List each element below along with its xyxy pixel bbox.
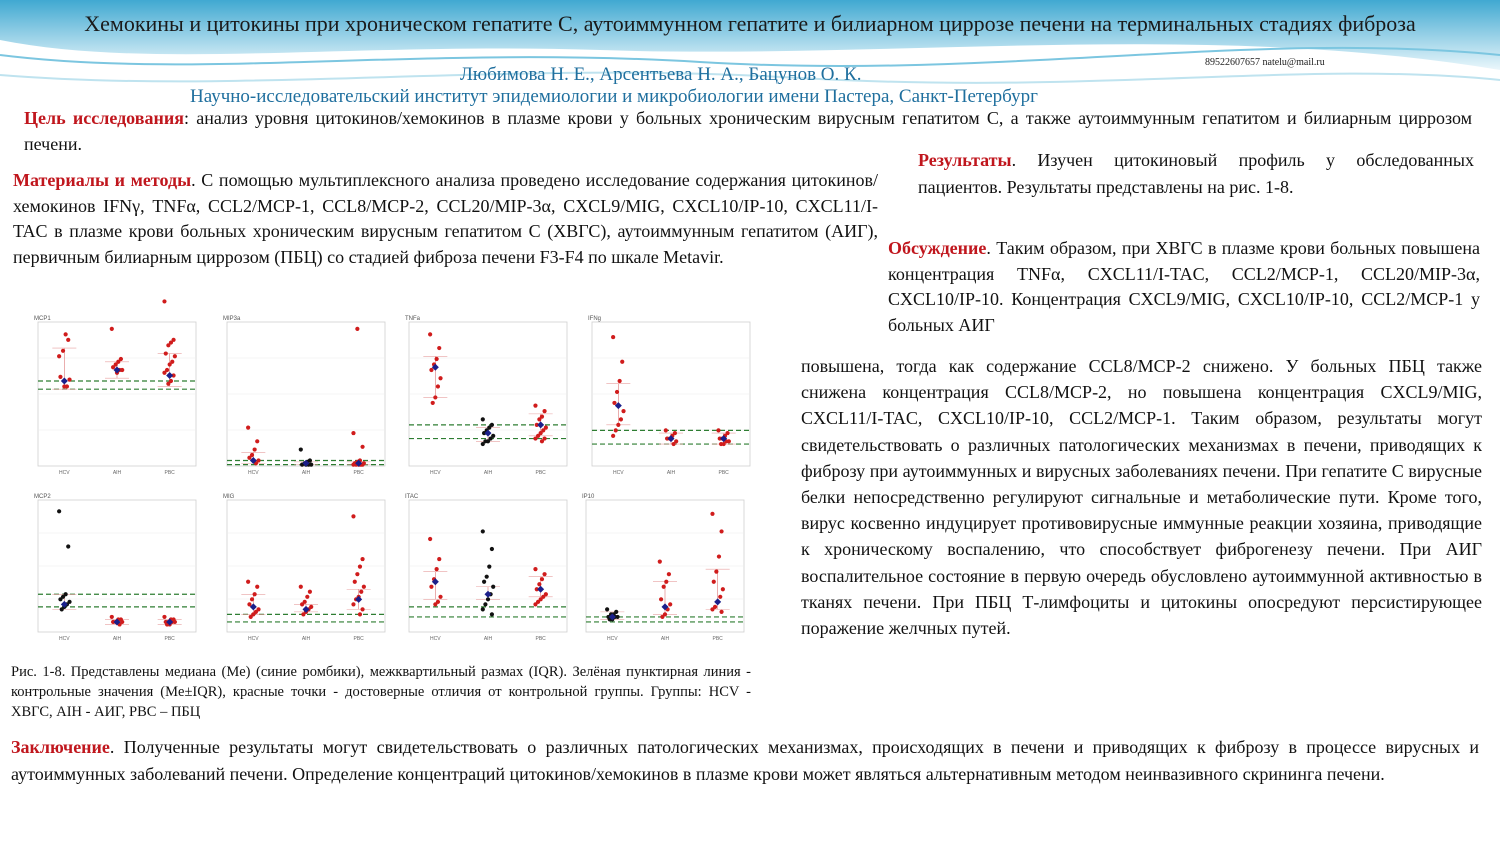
data-point [433, 395, 437, 399]
authors: Любимова Н. Е., Арсентьева Н. А., Бацунов О. К. [460, 64, 862, 85]
goal-text: : анализ уровня цитокинов/хемокинов в плазме крови у больных хроническим вирусным гепатитом С, а также аутоиммунным гепатитом и билиарным циррозом печени. [24, 108, 1473, 154]
data-point [618, 379, 622, 383]
data-point [62, 384, 66, 388]
data-point [621, 409, 625, 413]
group-label: PBC [164, 470, 175, 476]
data-point [533, 404, 537, 408]
data-point [605, 607, 609, 611]
discussion-heading: Обсуждение [888, 238, 987, 258]
goal-heading: Цель исследования [24, 108, 184, 128]
data-point [438, 595, 442, 599]
data-point [481, 529, 485, 533]
data-point [481, 442, 485, 446]
data-point [437, 557, 441, 561]
data-point [110, 327, 114, 331]
data-point [360, 607, 364, 611]
data-point [162, 615, 166, 619]
data-point [717, 554, 721, 558]
data-point [61, 349, 65, 353]
data-point [481, 607, 485, 611]
data-point [710, 512, 714, 516]
methods-heading: Материалы и методы [13, 170, 192, 190]
discussion-text: . Таким образом, при ХВГС в плазме крови больных повышена концентрация TNFα, CXCL11/I-TAC, CCL2/MCP-1, CCL20/MIP-3α, CXCL10/IP-10. Концентрация CXCL9/MIG, CXCL10/IP-10, CCL2/MCP-1 у больных АИГ [888, 238, 1480, 335]
data-point [616, 423, 620, 427]
group-label: AIH [666, 470, 676, 476]
panel-title: MCP1 [34, 316, 51, 322]
data-point [537, 417, 541, 421]
data-point [428, 537, 432, 541]
data-point [486, 597, 490, 601]
data-point [719, 610, 723, 614]
group-label: PBC [535, 470, 546, 476]
group-label: AIH [301, 636, 311, 642]
group-label: HCV [430, 636, 441, 642]
group-label: PBC [164, 636, 175, 642]
conclusion-heading: Заключение [11, 737, 110, 757]
discussion-continued: повышена, тогда как содержание CCL8/MCP-2 снижено. У больных ПБЦ также снижена концентрация CCL8/MCP-2, но повышена концентрация CXCL9/MIG, CXCL11/I-TAC, CXCL10/IP-10, CCL2/MCP-1. Таким образом, результаты могут свидетельствовать о различных патологических механизмах в печени, приводящих к фиброзу при аутоиммунных и вирусных заболеваниях печени. При гепатите С вирусные белки непосредственно регулируют сигнальные и метаболические пути. Кроме того, вирус косвенно индуцирует противовирусные иммунные реакции хозяина, приводящие к хроническому воспалению, что способствует фиброгенезу печени. При АИГ воспалительное состояние в первую очередь обусловлено аутоиммунной активностью в тканях печени. При ПБЦ Т-лимфоциты и цитокины опосредуют персистирующее поражение желчных путей. [801, 356, 1482, 639]
data-point [533, 602, 537, 606]
data-point [173, 354, 177, 358]
group-label: AIH [301, 470, 311, 476]
data-point [619, 417, 623, 421]
data-point [429, 368, 433, 372]
data-point [435, 357, 439, 361]
data-point [351, 514, 355, 518]
data-point [490, 612, 494, 616]
data-point [351, 431, 355, 435]
group-label: HCV [59, 470, 70, 476]
data-point [660, 615, 664, 619]
data-point [360, 557, 364, 561]
data-point [60, 607, 64, 611]
results-text: . Изучен цитокиновый профиль у обследованных пациентов. Результаты представлены на рис. 1-8. [918, 150, 1474, 197]
panel-title: TNFa [405, 316, 420, 322]
data-point [540, 577, 544, 581]
data-point [64, 332, 68, 336]
data-point [162, 299, 166, 303]
contact-info: 89522607657 natelu@mail.ru [1205, 57, 1325, 68]
group-label: AIH [112, 636, 122, 642]
data-point [362, 585, 366, 589]
data-point [360, 445, 364, 449]
group-label: AIH [660, 636, 670, 642]
data-point [710, 607, 714, 611]
data-point [533, 567, 537, 571]
group-label: AIH [112, 470, 122, 476]
data-point [611, 434, 615, 438]
figure-panels [0, 0, 800, 660]
results-section [918, 147, 1474, 200]
panel-title: IP10 [582, 494, 595, 500]
data-point [308, 590, 312, 594]
data-point [664, 428, 668, 432]
data-point [255, 585, 259, 589]
data-point [246, 580, 250, 584]
group-label: PBC [353, 470, 364, 476]
data-point [611, 335, 615, 339]
data-point [540, 439, 544, 443]
data-point [542, 409, 546, 413]
data-point [431, 401, 435, 405]
data-point [667, 572, 671, 576]
data-point [301, 612, 305, 616]
group-label: HCV [59, 636, 70, 642]
data-point [429, 585, 433, 589]
data-point [255, 439, 259, 443]
data-point [542, 572, 546, 576]
data-point [111, 365, 115, 369]
data-point [355, 327, 359, 331]
data-point [353, 580, 357, 584]
data-point [166, 343, 170, 347]
data-point [485, 575, 489, 579]
data-point [57, 354, 61, 358]
data-point [305, 595, 309, 599]
panel-title: MIP3a [223, 316, 241, 322]
group-label: PBC [535, 636, 546, 642]
group-label: AIH [483, 636, 493, 642]
data-point [58, 375, 62, 379]
data-point [662, 585, 666, 589]
results-heading: Результаты [918, 150, 1012, 170]
data-point [490, 547, 494, 551]
figure-caption: Рис. 1-8. Представлены медиана (Me) (синие ромбики), межквартильный размах (IQR). Зелёная пунктирная линия - контрольные значения (Me±IQR), красные точки - достоверные отличия от контрольной группы. Группы: HCV - ХВГС, AIH - АИГ, PBC – ПБЦ [11, 664, 751, 720]
data-point [659, 597, 663, 601]
data-point [358, 612, 362, 616]
data-point [253, 447, 257, 451]
data-point [58, 597, 62, 601]
data-point [668, 602, 672, 606]
discussion-section [888, 236, 1480, 338]
data-point [358, 565, 362, 569]
data-point [491, 585, 495, 589]
conclusion-section [11, 734, 1479, 787]
data-point [359, 590, 363, 594]
data-point [721, 587, 725, 591]
data-point [483, 602, 487, 606]
panel-title: MCP2 [34, 494, 51, 500]
data-point [168, 362, 172, 366]
data-point [435, 567, 439, 571]
data-point [66, 338, 70, 342]
data-point [437, 346, 441, 350]
data-point [299, 585, 303, 589]
group-label: PBC [353, 636, 364, 642]
panel-title: ITAC [405, 494, 419, 500]
data-point [433, 602, 437, 606]
data-point [612, 401, 616, 405]
data-point [66, 544, 70, 548]
group-label: HCV [248, 470, 259, 476]
group-label: PBC [718, 470, 729, 476]
data-point [351, 463, 355, 467]
group-label: HCV [248, 636, 259, 642]
data-point [615, 390, 619, 394]
data-point [299, 447, 303, 451]
panel-title: MIG [223, 494, 235, 500]
data-point [718, 595, 722, 599]
data-point [672, 442, 676, 446]
data-point [162, 371, 166, 375]
data-point [436, 384, 440, 388]
data-point [620, 360, 624, 364]
data-point [246, 426, 250, 430]
data-point [351, 602, 355, 606]
data-point [166, 382, 170, 386]
data-point [67, 378, 71, 382]
institute: Научно-исследовательский институт эпидемиологии и микробиологии имени Пастера, Санкт-Петербург [190, 86, 1038, 107]
data-point [537, 582, 541, 586]
conclusion-text: . Полученные результаты могут свидетельствовать о различных патологических механизмах, происходящих в печени и приводящих к фиброзу в процессе вирусных и аутоиммунных заболеваний печени. Определение концентраций цитокинов/хемокинов в плазме крови может являться альтернативным методом неинвазивного скрининга печени. [11, 737, 1479, 784]
group-label: AIH [483, 470, 493, 476]
data-point [481, 417, 485, 421]
data-point [482, 580, 486, 584]
group-label: PBC [712, 636, 723, 642]
data-point [110, 615, 114, 619]
data-point [438, 376, 442, 380]
data-point [719, 529, 723, 533]
data-point [714, 570, 718, 574]
data-point [300, 602, 304, 606]
panel-title: IFNg [588, 316, 602, 322]
data-point [253, 592, 257, 596]
data-point [487, 565, 491, 569]
data-point [712, 580, 716, 584]
data-point [164, 351, 168, 355]
data-point [57, 509, 61, 513]
data-point [533, 436, 537, 440]
poster-title: Хемокины и цитокины при хроническом гепатите С, аутоиммунном гепатите и билиарном циррозе печени на терминальных стадиях фиброза [84, 11, 1416, 36]
data-point [658, 560, 662, 564]
data-point [355, 572, 359, 576]
data-point [247, 456, 251, 460]
group-label: HCV [607, 636, 618, 642]
data-point [249, 615, 253, 619]
data-point [250, 597, 254, 601]
data-point [428, 332, 432, 336]
data-point [716, 428, 720, 432]
group-label: HCV [613, 470, 624, 476]
data-point [614, 428, 618, 432]
data-point [719, 442, 723, 446]
methods-text: . С помощью мультиплексного анализа проведено исследование содержания цитокинов/хемокинов IFNγ, TNFα, CCL2/MCP-1, CCL8/MCP-2, CCL20/MIP-3α, CXCL9/MIG, CXCL10/IP-10, CXCL11/I-TAC в плазме крови больных хроническим вирусным гепатитом С (ХВГС), аутоиммунным гепатитом (АИГ), первичным билиарным циррозом (ПБЦ) со стадией фиброза печени F3-F4 по шкале Metavir. [13, 170, 878, 267]
data-point [664, 580, 668, 584]
group-label: HCV [430, 470, 441, 476]
